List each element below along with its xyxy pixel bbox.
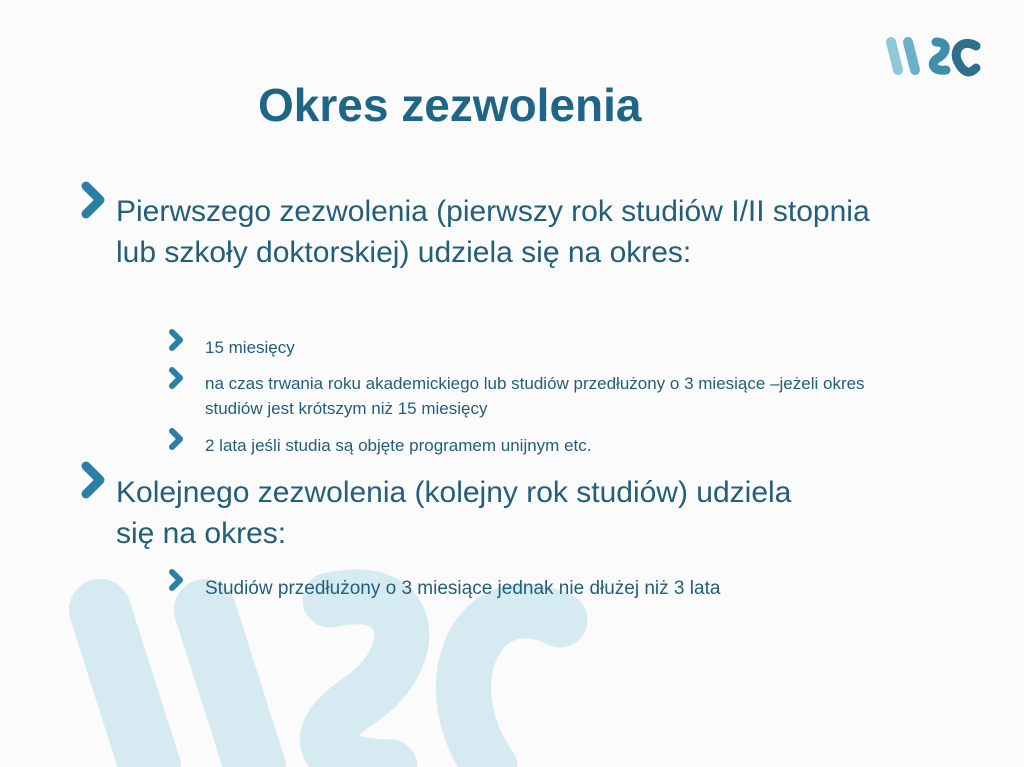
sub-item-academic-year: na czas trwania roku akademickiego lub studiów przedłużony o 3 miesiące –jeżeli okres studiów jest krótszym niż 15 miesięcy [205, 374, 865, 418]
sub-item-extended: Studiów przedłużony o 3 miesiące jednak nie dłużej niż 3 lata [205, 578, 721, 599]
wsc-logo [884, 34, 984, 78]
sub-item-two-years: 2 lata jeśli studia są objęte programem unijnym etc. [205, 436, 592, 455]
chevron-right-icon [166, 327, 186, 353]
bullet-first-permit: Pierwszego zezwolenia (pierwszy rok studiów I/II stopnia lub szkoły doktorskiej) udziela się na okres: [116, 195, 870, 269]
chevron-right-icon [78, 460, 108, 500]
chevron-right-icon [166, 567, 186, 593]
chevron-right-icon [166, 426, 186, 452]
bullet-next-permit: Kolejnego zezwolenia (kolejny rok studiów) udziela się na okres: [116, 476, 792, 550]
sub-item-15-months: 15 miesięcy [205, 338, 295, 357]
chevron-right-icon [166, 365, 186, 391]
chevron-right-icon [78, 180, 108, 220]
page-title: Okres zezwolenia [258, 79, 642, 131]
